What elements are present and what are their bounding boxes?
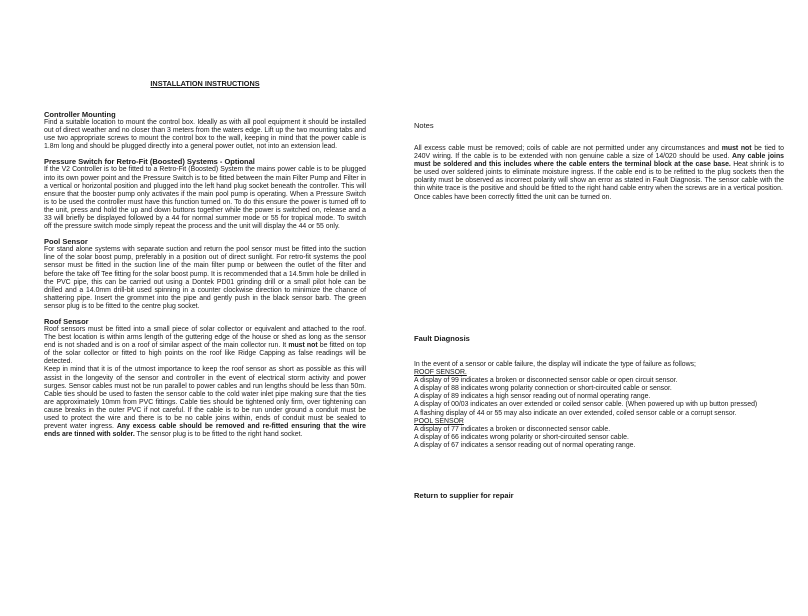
notes-bold-2: Any cable joins must be soldered and this includes where the cable enters the terminal block at the case base. xyxy=(414,153,785,169)
roof-text-2b: The sensor plug is to be fitted to the right hand socket. xyxy=(134,431,303,439)
fault-intro: In the event of a sensor or cable failure, the display will indicate the type of failure as follows; xyxy=(414,361,696,368)
roof-text-1a: Roof sensors must be fitted into a small piece of solar collector or equivalent and attached to the roof. The best location is within arms length of the guttering edge of the house or shed as long as the sensor end is not shaded and is on a roof of similar aspect of the main collector run. It xyxy=(44,325,366,350)
notes-text-c: Heat shrink is to be used over soldered joints to eliminate moisture ingress. If the cable end is to be refitted to the plug sockets then the polarity must be observed as incorrect polarity will show an error as stated in Fault Diagnosis. The sensor cable with the thin white trace is the positive and should be fitted to the right hand cable entry when the screws are in a vertical position. xyxy=(414,161,784,193)
roof-sensor-text-2 xyxy=(44,366,366,439)
page-title: INSTALLATION INSTRUCTIONS xyxy=(150,79,260,88)
controller-heading: Controller Mounting xyxy=(44,110,116,120)
pool-sensor-text: For stand alone systems with separate suction and return the pool sensor must be fitted into the suction line of the solar boost pump, preferably in a position out of direct sunlight. For retro-fit systems the pool sensor must be fitted in the suction line of the main filter pump or between the outlet of the filter and before the take off Tee fitting for the solar boost pump. It is recommended that a 14.5mm hole be drilled in the PVC pipe, this can be carried out using a Dontek PD01 grinding drill or a small pilot hole can be drilled and a 14.0mm drill-bit used spinning in a counter clockwise direction to minimize the chance of shattering pipe. Insert the grommet into the pipe and gently push in the black sensor barb. The green sensor plug is to be fitted to the centre plug socket. xyxy=(44,246,366,310)
roof-fault-item: A display of 99 indicates a broken or disconnected sensor cable or open circuit sensor. xyxy=(414,377,678,385)
roof-fault-item: A display of 89 indicates a high sensor reading out of normal operating range. xyxy=(414,393,651,401)
roof-text-2a: Keep in mind that it is of the utmost importance to keep the roof sensor as short as possible as this will assist in the longevity of the sensor and controller in the event of electrical storm activity and power surges. Sensor cables must not be run parallel to power cables and run lengths should be less than 50m. Cable ties should be used to fasten the sensor cable to the cold water inlet pipe making sure that the ties are approximately 10mm from PVC fittings. Cable ties should be tightened only firm, over tightening can cause breaks in the outer PVC if not careful. If the cable is to be run under ground a conduit must be used to protect the wire and there is to be no cable joins within, ends of conduit must be sealed to prevent water ingress. xyxy=(44,366,366,431)
roof-fault-item: A flashing display of 44 or 55 may also indicate an over extended, coiled sensor cable or a corrupt sensor. xyxy=(414,409,737,417)
roof-fault-item: A display of 00/03 indicates an over extended or coiled sensor cable. (When powered up with up button pressed) xyxy=(414,401,758,409)
left-column xyxy=(44,80,366,445)
pressure-text: If the V2 Controller is to be fitted to a Retro-Fit (Boosted) System the mains power cable is to be plugged into its own power point and the Pressure Switch is to be fitted between the main Filter Pump and Filter in a vertical or horizontal position and plugged into the left hand plug socket beneath the controller. This will ensure that the booster pump only activates if the main pool pump is operating. When a Pressure Switch is to be used the controller must have this function turned on. To do this ensure the power is turned off to the unit, press and hold the up and down buttons together while the power is switched on, release and a 33 will briefly be displayed followed by a 44 for normal summer mode or 55 for tropical mode. To switch off the pressure switch mode simply repeat the process and the unit will display the 44 or 55 only. xyxy=(44,166,366,231)
pool-fault-item: A display of 66 indicates wrong polarity or short-circuited sensor cable. xyxy=(414,433,629,441)
pressure-heading: Pressure Switch for Retro-Fit (Boosted) Systems - Optional xyxy=(44,157,255,167)
notes-text-a: All excess cable must be removed; coils of cable are not permitted under any circumstances and xyxy=(414,145,722,152)
controller-text: Find a suitable location to mount the control box. Ideally as with all pool equipment it should be installed out of direct weather and no closer than 3 meters from the waters edge. Lift up the two mounting tabs and use two appropriate screws to mount the control box to the wall, keeping in mind that the power cable is 1.8m long and should be plugged directly into a general power outlet, not into an extension lead. xyxy=(44,119,366,151)
roof-sensor-heading: Roof Sensor xyxy=(44,316,89,326)
return-section xyxy=(414,491,784,500)
fault-heading: Fault Diagnosis xyxy=(414,334,470,343)
notes-text-b: be tied to 240V wiring. If the cable is to be extended with non genuine cable a size of 14/020 should be used. xyxy=(414,145,785,161)
roof-text-2-bold: Any excess cable should be removed and re-fitted ensuring that the wire ends are tinned with solder. xyxy=(44,423,366,439)
fault-section xyxy=(414,334,784,450)
roof-sensor-section xyxy=(44,317,366,439)
roof-fault-item: A display of 88 indicates wrong polarity connection or short-circuited cable or sensor. xyxy=(414,385,672,393)
pool-fault-item: A display of 77 indicates a broken or disconnected sensor cable. xyxy=(414,425,611,433)
notes-bold-1: must not xyxy=(721,145,752,152)
pool-fault-item: A display of 67 indicates a sensor reading out of normal operating range. xyxy=(414,441,636,449)
roof-sensor-text-1 xyxy=(44,326,366,366)
controller-section xyxy=(44,110,366,151)
notes-section xyxy=(414,121,784,202)
roof-sensor-label: ROOF SENSOR. xyxy=(414,369,467,377)
pool-sensor-section xyxy=(44,237,366,311)
pool-sensor-label: POOL SENSOR xyxy=(414,417,464,425)
roof-text-1-bold: must not xyxy=(288,342,318,350)
notes-text-d: Once cables have been correctly fitted the unit can be turned on. xyxy=(414,193,612,201)
notes-heading: Notes xyxy=(414,121,434,130)
pressure-section xyxy=(44,157,366,231)
return-heading: Return to supplier for repair xyxy=(414,491,514,500)
notes-text xyxy=(414,145,784,194)
roof-text-1b: be fitted on top of the solar collector or fitted to high points on the roof like Ridge Capping as false readings will be detected. xyxy=(44,342,366,366)
pool-sensor-heading: Pool Sensor xyxy=(44,237,88,247)
